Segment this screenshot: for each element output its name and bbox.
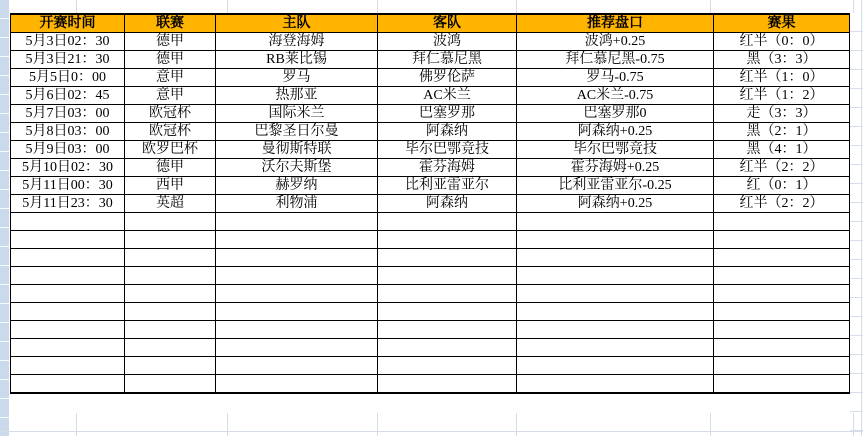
cell-league[interactable]: 德甲 bbox=[125, 159, 216, 177]
table-body bbox=[11, 33, 850, 394]
empty-cell[interactable] bbox=[517, 357, 714, 375]
empty-cell[interactable] bbox=[11, 231, 125, 249]
cell-match-time[interactable]: 5月8日03：00 bbox=[11, 123, 125, 141]
empty-row bbox=[11, 213, 850, 231]
empty-cell[interactable] bbox=[11, 249, 125, 267]
cell-league[interactable]: 英超 bbox=[125, 195, 216, 213]
empty-cell[interactable] bbox=[378, 249, 517, 267]
cell-result[interactable]: 黑（4：1） bbox=[714, 141, 850, 159]
column-header-time[interactable]: 开赛时间 bbox=[11, 14, 125, 33]
cell-handicap[interactable]: 霍芬海姆+0.25 bbox=[517, 159, 714, 177]
cell-league[interactable]: 德甲 bbox=[125, 51, 216, 69]
column-header-handicap[interactable]: 推荐盘口 bbox=[517, 14, 714, 33]
empty-cell[interactable] bbox=[714, 231, 850, 249]
empty-cell[interactable] bbox=[517, 285, 714, 303]
cell-away-team[interactable]: 比利亚雷亚尔 bbox=[378, 177, 517, 195]
empty-cell[interactable] bbox=[216, 303, 378, 321]
empty-cell[interactable] bbox=[125, 249, 216, 267]
empty-cell[interactable] bbox=[125, 303, 216, 321]
cell-result[interactable]: 红半（2：2） bbox=[714, 159, 850, 177]
empty-cell[interactable] bbox=[125, 267, 216, 285]
empty-cell[interactable] bbox=[714, 267, 850, 285]
empty-cell[interactable] bbox=[11, 285, 125, 303]
cell-home-team[interactable]: 沃尔夫斯堡 bbox=[216, 159, 378, 177]
column-header-away[interactable]: 客队 bbox=[378, 14, 517, 33]
cell-handicap[interactable]: AC米兰-0.75 bbox=[517, 87, 714, 105]
empty-cell[interactable] bbox=[517, 303, 714, 321]
cell-home-team[interactable]: 海登海姆 bbox=[216, 33, 378, 51]
gridline bbox=[377, 0, 378, 13]
table-row bbox=[11, 105, 850, 123]
empty-cell[interactable] bbox=[378, 267, 517, 285]
column-header-result[interactable]: 赛果 bbox=[714, 14, 850, 33]
empty-cell[interactable] bbox=[714, 285, 850, 303]
cell-league[interactable]: 意甲 bbox=[125, 69, 216, 87]
empty-cell[interactable] bbox=[125, 285, 216, 303]
cell-result[interactable]: 黑（3：3） bbox=[714, 51, 850, 69]
gridline bbox=[516, 0, 517, 13]
table-row bbox=[11, 87, 850, 105]
empty-cell[interactable] bbox=[125, 213, 216, 231]
empty-cell[interactable] bbox=[378, 285, 517, 303]
cell-result[interactable]: 红半（0：0） bbox=[714, 33, 850, 51]
cell-match-time[interactable]: 5月10日02：30 bbox=[11, 159, 125, 177]
cell-away-team[interactable]: AC米兰 bbox=[378, 87, 517, 105]
empty-cell[interactable] bbox=[517, 339, 714, 357]
cell-home-team[interactable]: 曼彻斯特联 bbox=[216, 141, 378, 159]
empty-cell[interactable] bbox=[11, 267, 125, 285]
cell-result[interactable]: 红半（2：2） bbox=[714, 195, 850, 213]
empty-cell[interactable] bbox=[517, 213, 714, 231]
cell-match-time[interactable]: 5月3日21：30 bbox=[11, 51, 125, 69]
header-row bbox=[11, 14, 850, 33]
cell-away-team[interactable]: 佛罗伦萨 bbox=[378, 69, 517, 87]
cell-away-team[interactable]: 拜仁慕尼黑 bbox=[378, 51, 517, 69]
gridline bbox=[0, 431, 863, 432]
cell-result[interactable]: 红（0：1） bbox=[714, 177, 850, 195]
empty-row bbox=[11, 231, 850, 249]
empty-cell[interactable] bbox=[378, 375, 517, 394]
cell-match-time[interactable]: 5月9日03：00 bbox=[11, 141, 125, 159]
cell-handicap[interactable]: 拜仁慕尼黑-0.75 bbox=[517, 51, 714, 69]
cell-home-team[interactable]: 热那亚 bbox=[216, 87, 378, 105]
empty-cell[interactable] bbox=[216, 321, 378, 339]
empty-cell[interactable] bbox=[125, 375, 216, 394]
column-header-league[interactable]: 联赛 bbox=[125, 14, 216, 33]
matches-table bbox=[10, 13, 850, 394]
table-row bbox=[11, 69, 850, 87]
empty-cell[interactable] bbox=[11, 339, 125, 357]
cell-result[interactable]: 红半（1：2） bbox=[714, 87, 850, 105]
cell-home-team[interactable]: 国际米兰 bbox=[216, 105, 378, 123]
empty-cell[interactable] bbox=[125, 339, 216, 357]
empty-row bbox=[11, 339, 850, 357]
empty-cell[interactable] bbox=[378, 321, 517, 339]
cell-away-team[interactable]: 毕尔巴鄂竞技 bbox=[378, 141, 517, 159]
cell-league[interactable]: 德甲 bbox=[125, 33, 216, 51]
empty-cell[interactable] bbox=[517, 267, 714, 285]
empty-cell[interactable] bbox=[125, 357, 216, 375]
empty-cell[interactable] bbox=[216, 375, 378, 394]
empty-cell[interactable] bbox=[714, 321, 850, 339]
empty-cell[interactable] bbox=[216, 285, 378, 303]
empty-cell[interactable] bbox=[714, 303, 850, 321]
table-row bbox=[11, 177, 850, 195]
empty-row bbox=[11, 267, 850, 285]
empty-cell[interactable] bbox=[378, 303, 517, 321]
empty-cell[interactable] bbox=[216, 357, 378, 375]
empty-cell[interactable] bbox=[11, 303, 125, 321]
table-row bbox=[11, 33, 850, 51]
cell-match-time[interactable]: 5月6日02：45 bbox=[11, 87, 125, 105]
empty-row bbox=[11, 357, 850, 375]
empty-cell[interactable] bbox=[378, 339, 517, 357]
empty-cell[interactable] bbox=[714, 375, 850, 394]
empty-cell[interactable] bbox=[517, 231, 714, 249]
cell-handicap[interactable]: 比利亚雷亚尔-0.25 bbox=[517, 177, 714, 195]
empty-cell[interactable] bbox=[378, 213, 517, 231]
cell-match-time[interactable]: 5月3日02：30 bbox=[11, 33, 125, 51]
cell-handicap[interactable]: 巴塞罗那0 bbox=[517, 105, 714, 123]
gridline bbox=[377, 413, 378, 436]
gridline bbox=[710, 0, 711, 13]
cell-handicap[interactable]: 阿森纳+0.25 bbox=[517, 195, 714, 213]
column-header-home[interactable]: 主队 bbox=[216, 14, 378, 33]
table-row bbox=[11, 51, 850, 69]
cell-result[interactable]: 黑（2：1） bbox=[714, 123, 850, 141]
cell-match-time[interactable]: 5月7日03：00 bbox=[11, 105, 125, 123]
empty-row bbox=[11, 375, 850, 394]
empty-cell[interactable] bbox=[714, 213, 850, 231]
empty-cell[interactable] bbox=[216, 267, 378, 285]
cell-home-team[interactable]: RB莱比锡 bbox=[216, 51, 378, 69]
cell-away-team[interactable]: 阿森纳 bbox=[378, 123, 517, 141]
empty-cell[interactable] bbox=[714, 339, 850, 357]
cell-away-team[interactable]: 霍芬海姆 bbox=[378, 159, 517, 177]
empty-cell[interactable] bbox=[11, 321, 125, 339]
cell-league[interactable]: 欧冠杯 bbox=[125, 123, 216, 141]
cell-match-time[interactable]: 5月5日0：00 bbox=[11, 69, 125, 87]
cell-result[interactable]: 走（3：3） bbox=[714, 105, 850, 123]
cell-match-time[interactable]: 5月11日00：30 bbox=[11, 177, 125, 195]
gridline bbox=[76, 0, 77, 13]
empty-row bbox=[11, 321, 850, 339]
cell-league[interactable]: 意甲 bbox=[125, 87, 216, 105]
empty-cell[interactable] bbox=[216, 249, 378, 267]
cell-handicap[interactable]: 罗马-0.75 bbox=[517, 69, 714, 87]
gridline bbox=[516, 413, 517, 436]
gridline bbox=[227, 0, 228, 13]
empty-cell[interactable] bbox=[378, 231, 517, 249]
cell-home-team[interactable]: 罗马 bbox=[216, 69, 378, 87]
empty-cell[interactable] bbox=[11, 375, 125, 394]
cell-league[interactable]: 西甲 bbox=[125, 177, 216, 195]
left-edge-strip bbox=[0, 0, 9, 436]
table-row bbox=[11, 141, 850, 159]
empty-cell[interactable] bbox=[378, 357, 517, 375]
gridline bbox=[853, 0, 854, 13]
table-row bbox=[11, 195, 850, 213]
cell-handicap[interactable]: 波鸿+0.25 bbox=[517, 33, 714, 51]
empty-cell[interactable] bbox=[517, 375, 714, 394]
empty-cell[interactable] bbox=[216, 213, 378, 231]
cell-home-team[interactable]: 赫罗纳 bbox=[216, 177, 378, 195]
right-edge-grid bbox=[850, 13, 863, 432]
cell-result[interactable]: 红半（1：0） bbox=[714, 69, 850, 87]
cell-handicap[interactable]: 阿森纳+0.25 bbox=[517, 123, 714, 141]
empty-cell[interactable] bbox=[517, 321, 714, 339]
gridline bbox=[227, 413, 228, 436]
empty-cell[interactable] bbox=[125, 321, 216, 339]
table-row bbox=[11, 159, 850, 177]
cell-away-team[interactable]: 波鸿 bbox=[378, 33, 517, 51]
table-row bbox=[11, 123, 850, 141]
empty-cell[interactable] bbox=[216, 339, 378, 357]
empty-cell[interactable] bbox=[517, 249, 714, 267]
empty-cell[interactable] bbox=[125, 231, 216, 249]
gridline bbox=[76, 413, 77, 436]
empty-row bbox=[11, 303, 850, 321]
empty-cell[interactable] bbox=[714, 357, 850, 375]
empty-cell[interactable] bbox=[216, 231, 378, 249]
cell-match-time[interactable]: 5月11日23：30 bbox=[11, 195, 125, 213]
empty-cell[interactable] bbox=[11, 213, 125, 231]
cell-away-team[interactable]: 巴塞罗那 bbox=[378, 105, 517, 123]
cell-home-team[interactable]: 利物浦 bbox=[216, 195, 378, 213]
empty-row bbox=[11, 285, 850, 303]
cell-home-team[interactable]: 巴黎圣日尔曼 bbox=[216, 123, 378, 141]
cell-handicap[interactable]: 毕尔巴鄂竞技 bbox=[517, 141, 714, 159]
gridline bbox=[710, 413, 711, 436]
cell-league[interactable]: 欧罗巴杯 bbox=[125, 141, 216, 159]
empty-row bbox=[11, 249, 850, 267]
empty-cell[interactable] bbox=[11, 357, 125, 375]
empty-cell[interactable] bbox=[714, 249, 850, 267]
cell-league[interactable]: 欧冠杯 bbox=[125, 105, 216, 123]
cell-away-team[interactable]: 阿森纳 bbox=[378, 195, 517, 213]
